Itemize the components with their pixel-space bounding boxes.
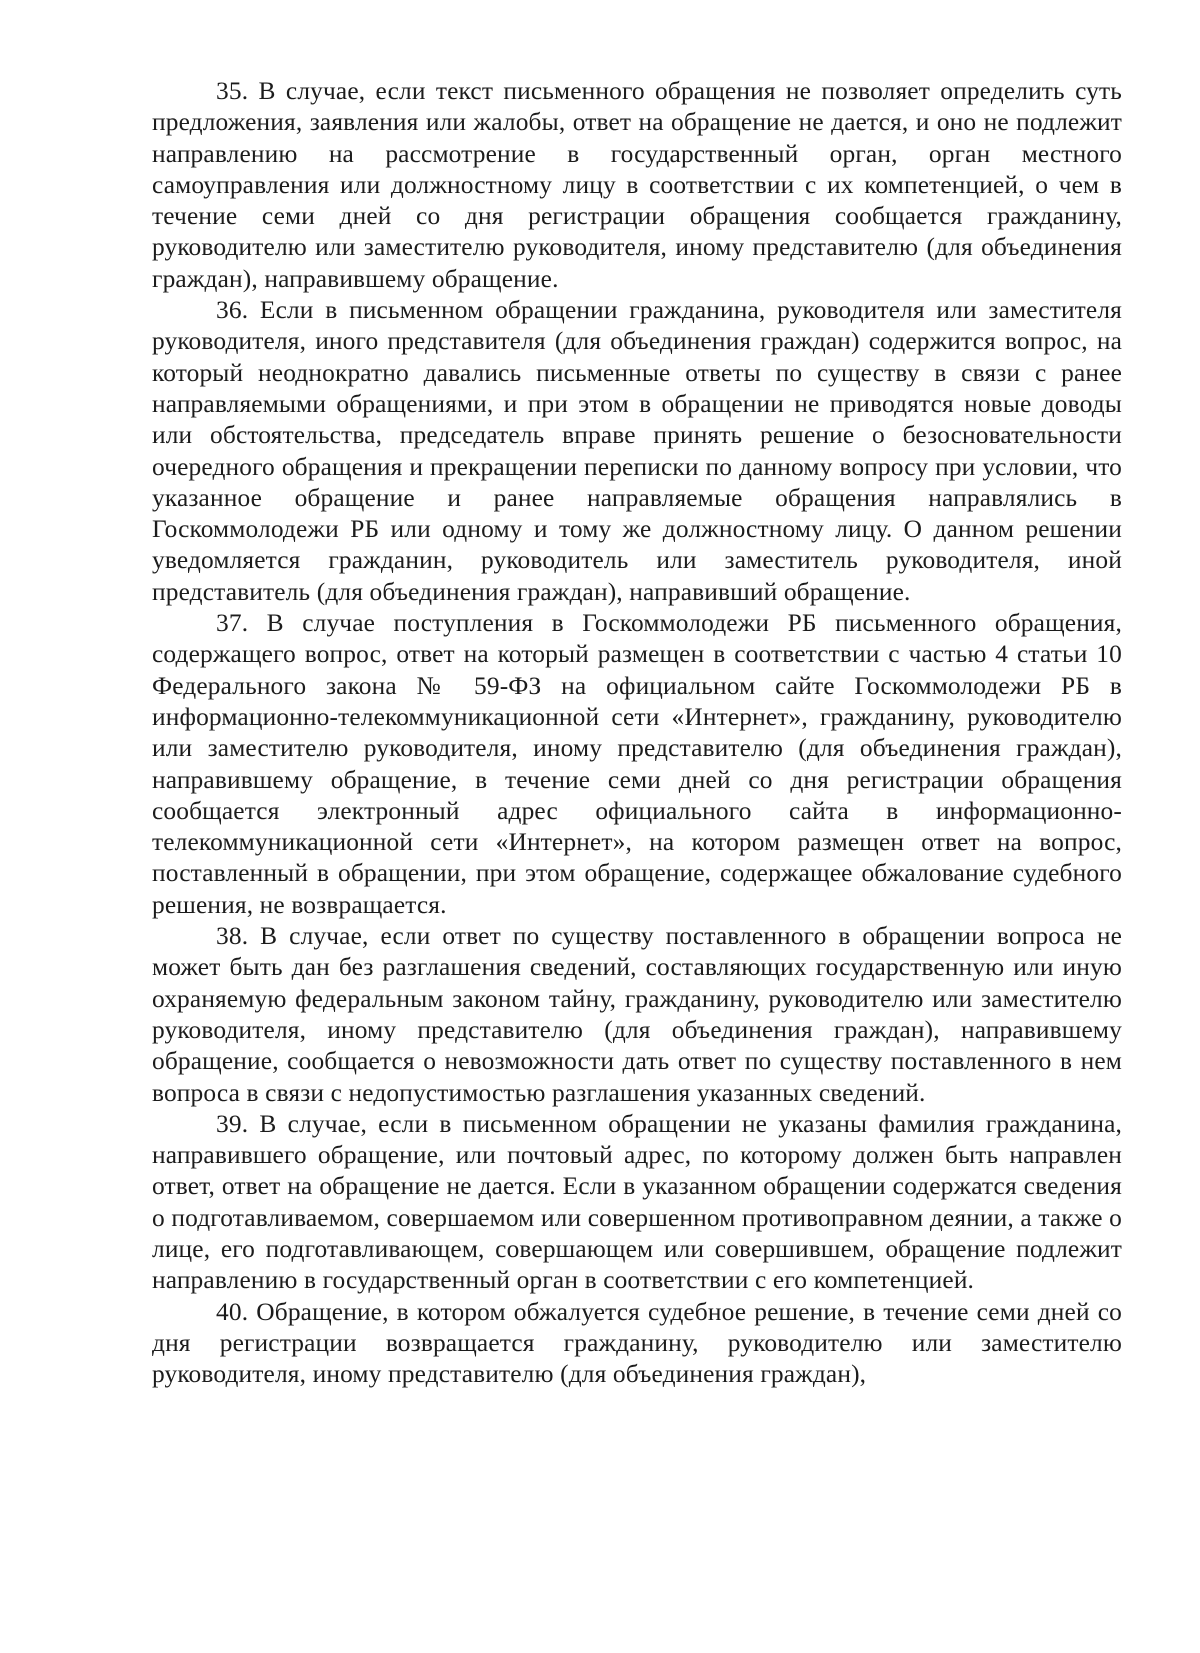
paragraph-text: Обращение, в котором обжалуется судебное решение, в течение семи дней со дня регистрации возвращается гражданину, руководителю или заместителю руководителя, иному представителю (для объединения граждан),: [152, 1297, 1123, 1389]
paragraph-number: 40.: [216, 1297, 249, 1326]
paragraph-35: [152, 76, 1122, 295]
paragraph-39: [152, 1109, 1122, 1297]
paragraph-text: В случае поступления в Госкоммолодежи РБ письменного обращения, содержащего вопрос, ответ на который размещен в соответствии с частью 4 статьи 10 Федерального закона № 59-ФЗ на официальном сайте Госкоммолодежи РБ в информационно-телекоммуникационной сети «Интернет», гражданину, руководителю или заместителю руководителя, иному представителю (для объединения граждан), направившему обращение, в течение семи дней со дня регистрации обращения сообщается электронный адрес официального сайта в информационно-телекоммуникационной сети «Интернет», на котором размещен ответ на вопрос, поставленный в обращении, при этом обращение, содержащее обжалование судебного решения, не возвращается.: [152, 609, 1122, 919]
paragraph-number: 36.: [216, 296, 249, 325]
document-body: [152, 76, 1122, 1390]
paragraph-number: 35.: [216, 77, 249, 105]
paragraph-text: В случае, если ответ по существу поставленного в обращении вопроса не может быть дан без разглашения сведений, составляющих государственную или иную охраняемую федеральным законом тайну, гражданину, руководителю или заместителю руководителя, иному представителю (для объединения граждан), направившему обращение, сообщается о невозможности дать ответ по существу поставленного в нем вопроса в связи с недопустимостью разглашения указанных сведений.: [152, 922, 1122, 1107]
paragraph-number: 39.: [216, 1109, 249, 1138]
paragraph-text: В случае, если в письменном обращении не указаны фамилия гражданина, направившего обращение, или почтовый адрес, по которому должен быть направлен ответ, ответ на обращение не дается. Если в указанном обращении содержатся сведения о подготавливаемом, совершаемом или совершенном противоправном деянии, а также о лице, его подготавливающем, совершающем или совершившем, обращение подлежит направлению в государственный орган в соответствии с его компетенцией.: [152, 1109, 1123, 1295]
paragraph-40: [152, 1297, 1122, 1391]
paragraph-number: 38.: [216, 922, 249, 951]
paragraph-37: [152, 608, 1122, 921]
paragraph-number: 37.: [216, 609, 249, 638]
paragraph-38: [152, 921, 1122, 1109]
paragraph-36: [152, 295, 1122, 608]
paragraph-text: В случае, если текст письменного обращения не позволяет определить суть предложения, заявления или жалобы, ответ на обращение не дается, и оно не подлежит направлению на рассмотрение в государственный орган, орган местного самоуправления или должностному лицу в соответствии с их компетенцией, о чем в течение семи дней со дня регистрации обращения сообщается гражданину, руководителю или заместителю руководителя, иному представителю (для объединения граждан), направившему обращение.: [152, 77, 1122, 293]
paragraph-text: Если в письменном обращении гражданина, руководителя или заместителя руководителя, иного представителя (для объединения граждан) содержится вопрос, на который неоднократно давались письменные ответы по существу в связи с ранее направляемыми обращениями, и при этом в обращении не приводятся новые доводы или обстоятельства, председатель вправе принять решение о безосновательности очередного обращения и прекращении переписки по данному вопросу при условии, что указанное обращение и ранее направляемые обращения направлялись в Госкоммолодежи РБ или одному и тому же должностному лицу. О данном решении уведомляется гражданин, руководитель или заместитель руководителя, иной представитель (для объединения граждан), направивший обращение.: [152, 296, 1122, 606]
